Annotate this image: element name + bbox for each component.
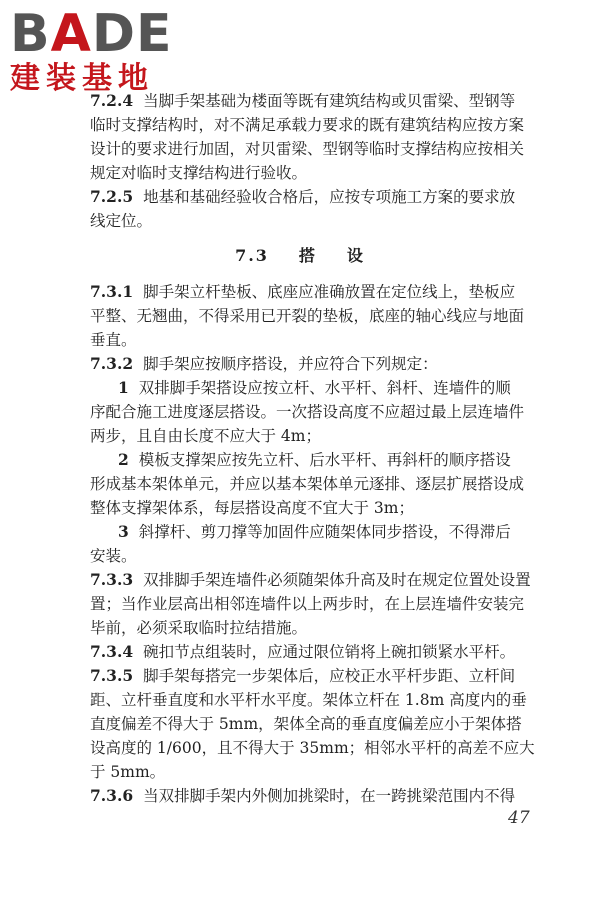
clause-7-2-4-line-2: 临时支撑结构时，对不满足承载力要求的既有建筑结构应按方案	[90, 116, 525, 134]
clause-7-3-5-line-1: 7.3.5 脚手架每搭完一步架体后，应校正水平杆步距、立杆间	[90, 666, 516, 685]
item-1-line-1: 1 双排脚手架搭设应按立杆、水平杆、斜杆、连墙件的顺	[118, 378, 511, 397]
clause-7-2-5-line-2: 线定位。	[90, 212, 153, 230]
logo-subtitle: 建装基地	[10, 61, 154, 96]
clause-number: 7.3.2	[90, 354, 134, 373]
item-2-line-3: 整体支撑架体系，每层搭设高度不宜大于 3m；	[90, 499, 414, 517]
item-3-line-1: 3 斜撑杆、剪刀撑等加固件应随架体同步搭设，不得滞后	[118, 522, 511, 541]
clause-7-3-5-line-4: 设高度的 1/600，且不得大于 35mm；相邻水平杆的高差不应大	[90, 739, 535, 757]
clause-7-3-3-line-1: 7.3.3 双排脚手架连墙件必须随架体升高及时在规定位置处设置	[90, 570, 531, 589]
page-number: 47	[508, 808, 530, 828]
clause-7-2-4-line-1: 7.2.4 当脚手架基础为楼面等既有建筑结构或贝雷梁、型钢等	[90, 91, 516, 110]
bade-logo	[10, 4, 180, 96]
item-number: 3	[118, 522, 129, 541]
clause-7-3-2-line-1: 7.3.2 脚手架应按顺序搭设，并应符合下列规定：	[90, 354, 438, 373]
item-number: 1	[118, 378, 129, 397]
item-number: 2	[118, 450, 129, 469]
clause-7-3-1-line-1: 7.3.1 脚手架立杆垫板、底座应准确放置在定位线上，垫板应	[90, 282, 516, 301]
clause-7-3-4-line-1: 7.3.4 碗扣节点组装时，应通过限位销将上碗扣锁紧水平杆。	[90, 642, 516, 661]
clause-7-3-1-line-3: 垂直。	[90, 331, 137, 349]
clause-7-3-6-line-1: 7.3.6 当双排脚手架内外侧加挑梁时，在一跨挑梁范围内不得	[90, 786, 516, 805]
clause-number: 7.3.1	[90, 282, 134, 301]
clause-number: 7.3.6	[90, 786, 134, 805]
logo-wordmark: BADE	[10, 4, 173, 64]
clause-7-3-1-line-2: 平整、无翘曲，不得采用已开裂的垫板，底座的轴心线应与地面	[90, 307, 525, 325]
clause-7-2-4-line-3: 设计的要求进行加固，对贝雷梁、型钢等临时支撑结构应按相关	[90, 140, 525, 158]
clause-number: 7.3.4	[90, 642, 134, 661]
clause-7-3-3-line-2: 置；当作业层高出相邻连墙件以上两步时，在上层连墙件安装完	[90, 595, 525, 613]
item-3-line-2: 安装。	[90, 547, 137, 565]
clause-7-3-3-line-3: 毕前，必须采取临时拉结措施。	[90, 619, 308, 637]
clause-number: 7.2.5	[90, 187, 134, 206]
clause-number: 7.3.5	[90, 666, 134, 685]
clause-number: 7.2.4	[90, 91, 134, 110]
clause-7-3-5-line-5: 于 5mm。	[90, 763, 166, 781]
clause-7-2-5-line-1: 7.2.5 地基和基础经验收合格后，应按专项施工方案的要求放	[90, 187, 516, 206]
clause-7-2-4-line-4: 规定对临时支撑结构进行验收。	[90, 164, 308, 182]
clause-7-3-5-line-3: 直度偏差不得大于 5mm，架体全高的垂直度偏差应小于架体搭	[90, 715, 522, 733]
section-heading-7-3: 7.3 搭 设	[235, 246, 365, 265]
clause-7-3-5-line-2: 距、立杆垂直度和水平杆水平度。架体立杆在 1.8m 高度内的垂	[90, 691, 527, 709]
item-2-line-1: 2 模板支撑架应按先立杆、后水平杆、再斜杆的顺序搭设	[118, 450, 511, 469]
item-1-line-3: 两步，且自由长度不应大于 4m；	[90, 427, 321, 445]
item-1-line-2: 序配合施工进度逐层搭设。一次搭设高度不应超过最上层连墙件	[90, 403, 525, 421]
clause-number: 7.3.3	[90, 570, 134, 589]
item-2-line-2: 形成基本架体单元，并应以基本架体单元逐排、逐层扩展搭设成	[90, 475, 525, 493]
